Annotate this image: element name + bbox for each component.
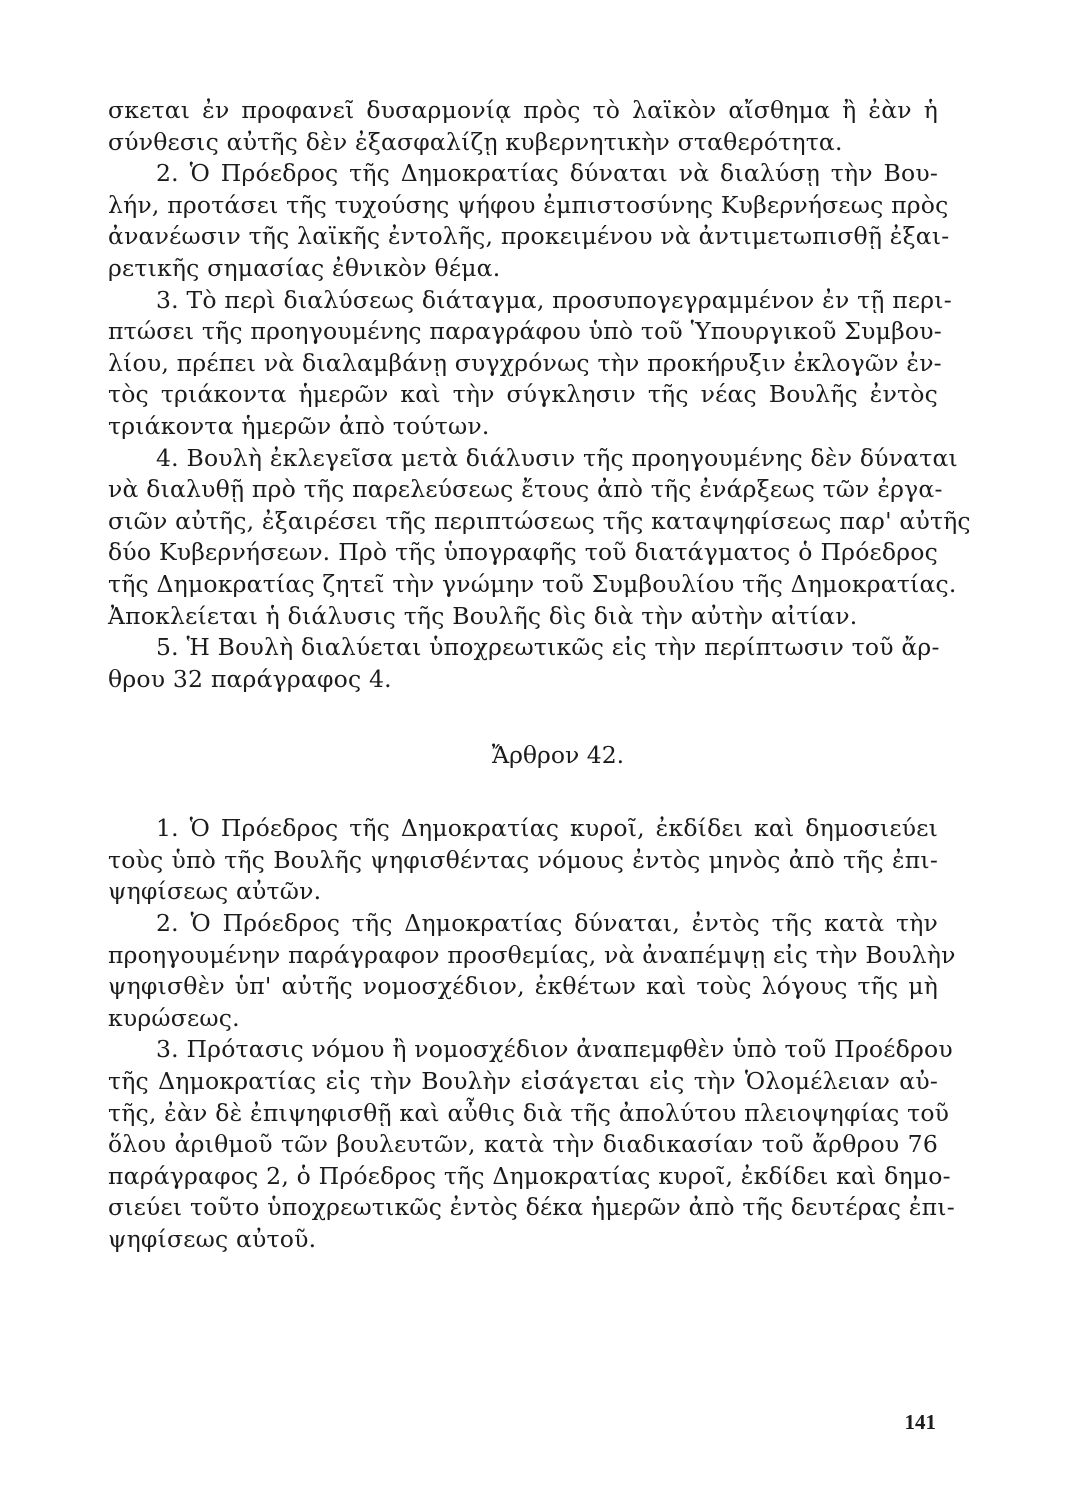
text-line: Ἀποκλείεται ἡ διάλυσις τῆς Βουλῆς δὶς διὰ τὴν αὐτὴν αἰτίαν. — [108, 601, 858, 630]
page-number: 141 — [904, 1410, 936, 1434]
article41-continuation — [108, 95, 938, 158]
text-line: 4. Βουλὴ ἐκλεγεῖσα μετὰ διάλυσιν τῆς προηγουμένης δὲν δύναται — [156, 443, 958, 472]
text-line: κυρώσεως. — [108, 1003, 240, 1032]
text-line: 5. Ἡ Βουλὴ διαλύεται ὑποχρεωτικῶς εἰς τὴν περίπτωσιν τοῦ ἄρ- — [156, 633, 940, 662]
text-line: τῆς Δημοκρατίας ζητεῖ τὴν γνώμην τοῦ Συμβουλίου τῆς Δημοκρατίας. — [108, 569, 957, 598]
article41-paragraph-3 — [108, 285, 952, 443]
text-line: ἀνανέωσιν τῆς λαϊκῆς ἐντολῆς, προκειμένου νὰ ἀντιμετωπισθῇ ἐξαι- — [108, 222, 950, 251]
text-line: παράγραφος 2, ὁ Πρόεδρος τῆς Δημοκρατίας κυροῖ, ἐκδίδει καὶ δημο- — [108, 1161, 951, 1190]
text-line: τῆς Δημοκρατίας εἰς τὴν Βουλὴν εἰσάγεται εἰς τὴν Ὁλομέλειαν αὐ- — [108, 1067, 938, 1096]
article-heading: Ἄρθρον 42. — [491, 741, 625, 770]
article41-paragraph-2 — [108, 158, 950, 284]
text-line: θρου 32 παράγραφος 4. — [108, 664, 392, 693]
text-line: τῆς, ἐὰν δὲ ἐπιψηφισθῇ καὶ αὖθις διὰ τῆς ἀπολύτου πλειοψηφίας τοῦ — [108, 1098, 950, 1127]
text-line: σιῶν αὐτῆς, ἐξαιρέσει τῆς περιπτώσεως τῆς καταψηφίσεως παρ' αὐτῆς — [108, 506, 971, 535]
text-line: τὸς τριάκοντα ἡμερῶν καὶ τὴν σύγκλησιν τῆς νέας Βουλῆς ἐντὸς — [108, 380, 938, 409]
text-line: τριάκοντα ἡμερῶν ἀπὸ τούτων. — [108, 411, 490, 440]
text-line: νὰ διαλυθῇ πρὸ τῆς παρελεύσεως ἔτους ἀπὸ τῆς ἐνάρξεως τῶν ἐργα- — [108, 475, 943, 504]
text-line: λήν, προτάσει τῆς τυχούσης ψήφου ἐμπιστοσύνης Κυβερνήσεως πρὸς — [108, 190, 949, 219]
text-line: ψηφίσεως αὐτοῦ. — [108, 1225, 317, 1253]
article41-paragraph-5 — [108, 632, 938, 695]
text-line: ψηφίσεως αὐτῶν. — [108, 877, 322, 906]
text-line: 1. Ὁ Πρόεδρος τῆς Δημοκρατίας κυροῖ, ἐκδίδει καὶ δημοσιεύει — [156, 814, 938, 843]
text-line: ὅλου ἀριθμοῦ τῶν βουλευτῶν, κατὰ τὴν διαδικασίαν τοῦ ἄρθρου 76 — [108, 1130, 938, 1159]
article42-paragraph-3 — [108, 1034, 955, 1255]
text-line: προηγουμένην παράγραφον προσθεμίας, νὰ ἀναπέμψῃ εἰς τὴν Βουλὴν — [108, 940, 956, 969]
text-line: 3. Πρότασις νόμου ἢ νομοσχέδιον ἀναπεμφθὲν ὑπὸ τοῦ Προέδρου — [156, 1035, 953, 1064]
text-line: 2. Ὁ Πρόεδρος τῆς Δημοκρατίας δύναται, ἐντὸς τῆς κατὰ τὴν — [156, 909, 938, 938]
text-line: σιεύει τοῦτο ὑποχρεωτικῶς ἐντὸς δέκα ἡμερῶν ἀπὸ τῆς δευτέρας ἐπι- — [108, 1193, 955, 1222]
text-line: τοὺς ὑπὸ τῆς Βουλῆς ψηφισθέντας νόμους ἐντὸς μηνὸς ἀπὸ τῆς ἐπι- — [108, 845, 938, 874]
text-line: σκεται ἐν προφανεῖ δυσαρμονίᾳ πρὸς τὸ λαϊκὸν αἴσθημα ἢ ἐὰν ἡ — [108, 96, 938, 124]
text-line: σύνθεσις αὐτῆς δὲν ἐξασφαλίζῃ κυβερνητικὴν σταθερότητα. — [108, 127, 843, 156]
text-line: ψηφισθὲν ὑπ' αὐτῆς νομοσχέδιον, ἐκθέτων καὶ τοὺς λόγους τῆς μὴ — [108, 972, 938, 1001]
text-line: λίου, πρέπει νὰ διαλαμβάνῃ συγχρόνως τὴν προκήρυξιν ἐκλογῶν ἐν- — [108, 348, 942, 377]
article42-paragraph-2 — [108, 908, 956, 1034]
text-line: ρετικῆς σημασίας ἐθνικὸν θέμα. — [108, 253, 501, 282]
page-text — [108, 95, 971, 1256]
article42-paragraph-1 — [108, 813, 938, 908]
article41-paragraph-4 — [108, 443, 971, 633]
text-line: 2. Ὁ Πρόεδρος τῆς Δημοκρατίας δύναται νὰ διαλύσῃ τὴν Βου- — [156, 159, 938, 188]
text-line: δύο Κυβερνήσεων. Πρὸ τῆς ὑπογραφῆς τοῦ διατάγματος ὁ Πρόεδρος — [108, 538, 938, 567]
text-line: πτώσει τῆς προηγουμένης παραγράφου ὑπὸ τοῦ Ὑπουργικοῦ Συμβου- — [108, 317, 942, 346]
text-line: 3. Τὸ περὶ διαλύσεως διάταγμα, προσυπογεγραμμένον ἐν τῇ περι- — [156, 285, 952, 314]
